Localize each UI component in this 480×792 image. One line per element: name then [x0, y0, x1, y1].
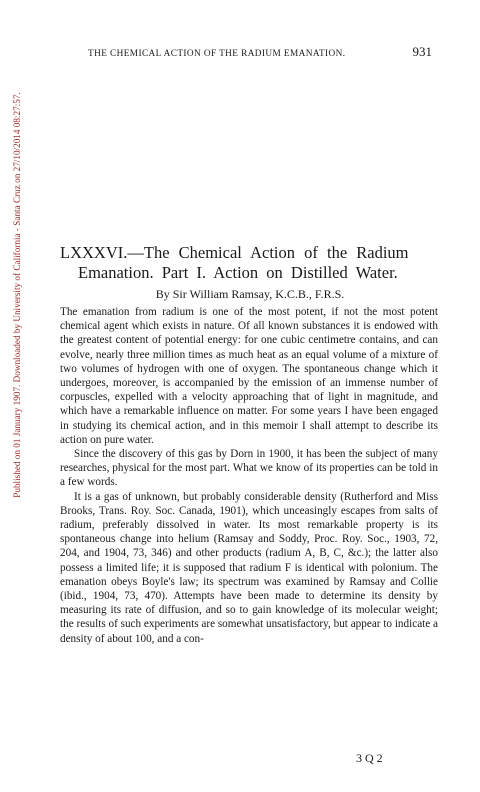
paragraph-1: The emanation from radium is one of the most potent, if not the most potent chemical agent which exists in nature. Of all known substances it is endowed with the greatest content of potential energy: for one cubic centimetre contains, and can evolve, nearly three million times as much heat as an equal volume of a mixture of two volumes of hydrogen with one of oxygen. The spontaneous change which it undergoes, moreover, is accompanied by the emission of an immense number of corpuscles, expelled with a velocity approaching that of light in magnitude, and which have a remarkable influence on matter. For some years I have been engaged in studying its chemical action, and in this memoir I shall attempt to describe its action on pure water. — [60, 306, 438, 446]
page-header — [88, 44, 432, 60]
citation-text: Published on 01 January 1907. Downloaded by University of California - Santa Cruz on 27/10/2014 08:27:57. — [12, 92, 22, 498]
title-line-1: LXXXVI.—The Chemical Action of the Radium — [60, 243, 409, 262]
paragraph-3: It is a gas of unknown, but probably considerable density (Rutherford and Miss Brooks, Trans. Roy. Soc. Canada, 1901), which unceasingly escapes from salts of radium, preferably dissolved in water. Its most remarkable property is its spontaneous change into helium (Ramsay and Soddy, Proc. Roy. Soc., 1903, 72, 204, and 1904, 73, 346) and other products (radium A, B, C, &c.); the latter also possess a limited life; it is supposed that radium F is identical with polonium. The emanation obeys Boyle's law; its spectrum was examined by Ramsay and Collie (ibid., 1904, 73, 470). Attempts have been made to determine its density by measuring its rate of diffusion, and so to gain knowledge of its molecular weight; the results of such experiments are somewhat unsatisfactory, but appear to indicate a density of about 100, and a con- — [60, 490, 438, 645]
author-byline: By Sir William Ramsay, K.C.B., F.R.S. — [155, 287, 345, 301]
running-head: THE CHEMICAL ACTION OF THE RADIUM EMANATION. — [88, 49, 346, 59]
paragraph-2: Since the discovery of this gas by Dorn in 1900, it has been the subject of many researches, physical for the most part. What we know of its properties can be told in a few words. — [60, 448, 438, 489]
download-citation-sidebar — [2, 20, 32, 570]
page-number: 931 — [412, 44, 432, 59]
article-body — [60, 305, 438, 646]
title-line-2: Emanation. Part I. Action on Distilled Water. — [78, 263, 398, 282]
article-title — [60, 243, 440, 283]
signature-mark: 3 Q 2 — [356, 751, 383, 765]
